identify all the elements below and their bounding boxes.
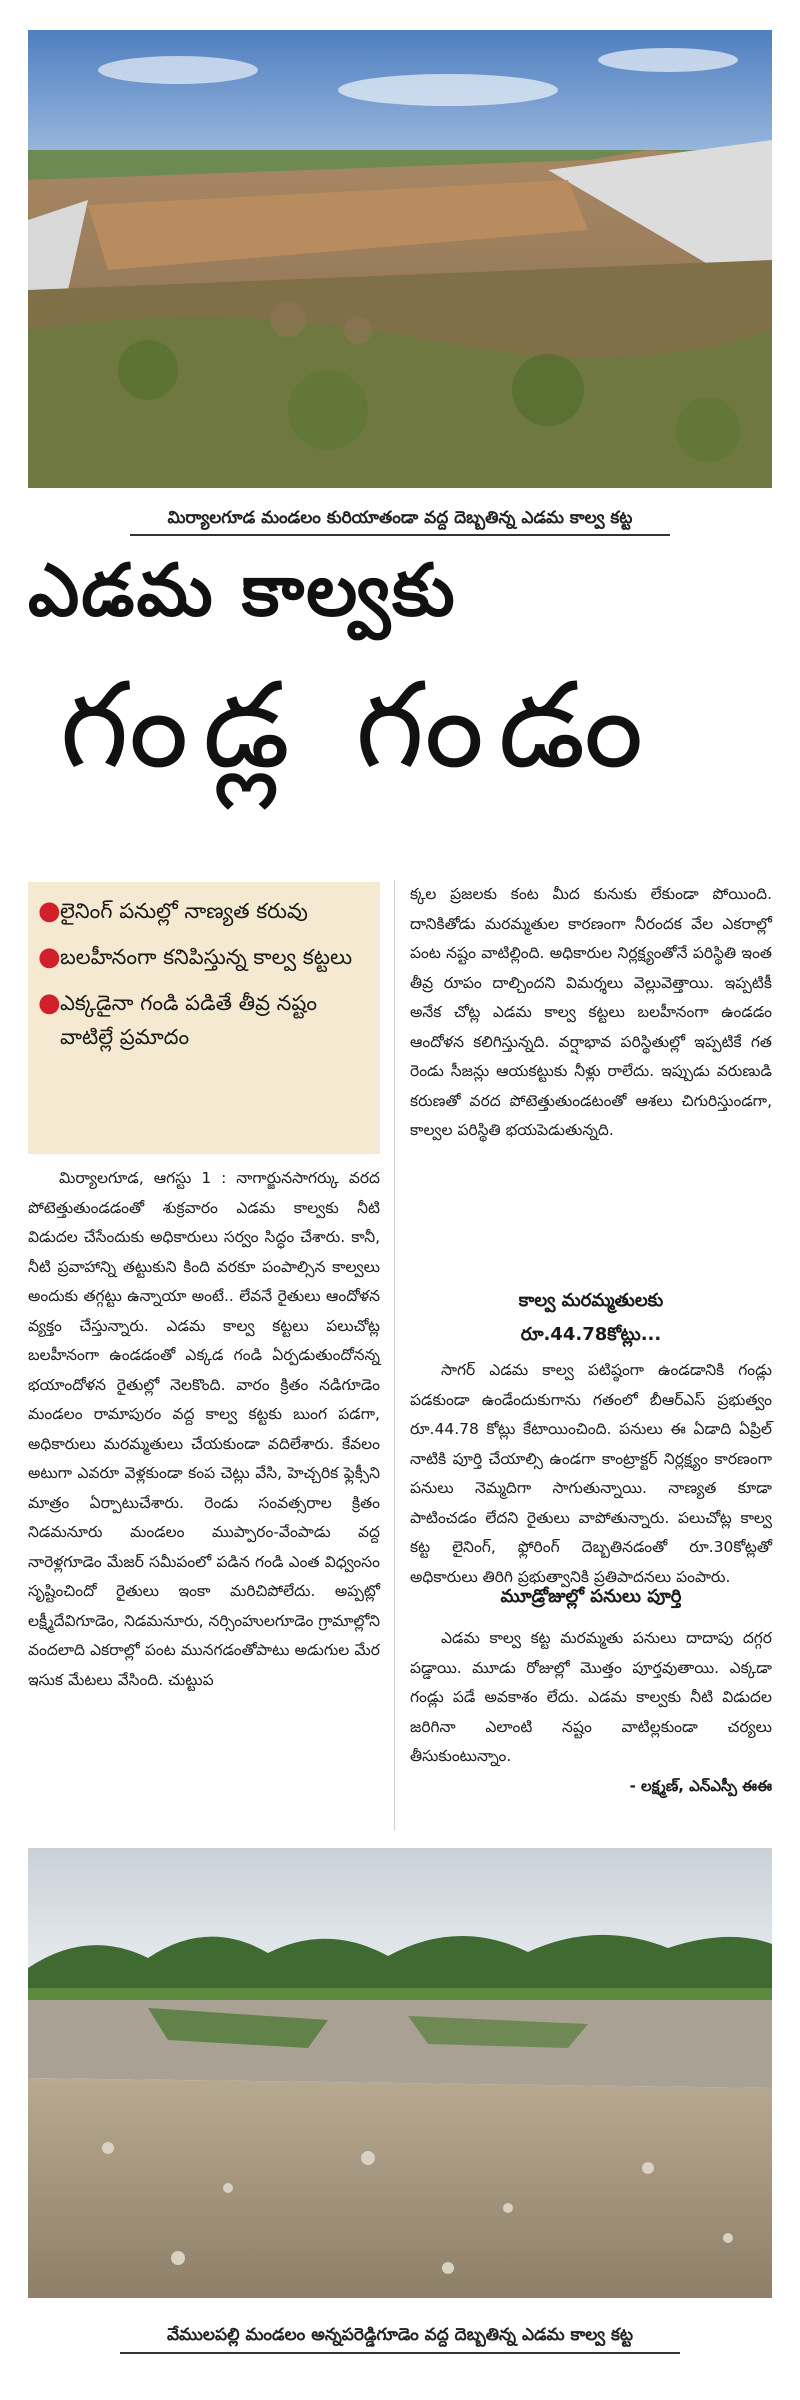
byline-signature: - లక్ష్మణ్, ఎన్ఎస్పీ ఈఈ bbox=[629, 1776, 772, 1795]
article-right-column-mid bbox=[410, 1356, 772, 1592]
bottom-photo-caption: వేములపల్లి మండలం అన్నపరెడ్డిగూడెం వద్ద దెబ్బతిన్న ఎడమ కాల్వ కట్ట bbox=[166, 2325, 634, 2345]
canal-bank-photo-image bbox=[28, 30, 772, 488]
highlights-box bbox=[28, 882, 380, 1154]
top-canal-photo bbox=[28, 30, 772, 488]
bullet-icon: ● bbox=[38, 896, 61, 926]
article-paragraph: సాగర్ ఎడమ కాల్వ పటిష్ఠంగా ఉండడానికి గండ్లు పడకుండా ఉండేందుకుగాను గతంలో బీఆర్ఎస్ ప్రభుత్వం రూ.44.78 కోట్లు కేటాయించింది. పనులు ఈ ఏడాది ఏప్రిల్ నాటికి పూర్తి చేయాల్సి ఉండగా కాంట్రాక్టర్ నిర్లక్ష్యం కారణంగా పనులు నెమ్మదిగా సాగుతున్నాయి. నాణ్యత కూడా పాటించడం లేదని రైతులు వాపోతున్నారు. పలుచోట్ల కాల్వ కట్ట లైనింగ్, ఫ్లోరింగ్ దెబ్బతినడంతో రూ.30కోట్లతో అధికారులు తిరిగి ప్రభుత్వానికి ప్రతిపాదనలు పంపారు. bbox=[410, 1361, 772, 1586]
subheading-works-completion: మూడ్రోజుల్లో పనులు పూర్తి bbox=[500, 1586, 682, 1607]
article-paragraph: మిర్యాలగూడ, ఆగస్టు 1 : నాగార్జునసాగర్కు వరద పోటెత్తుతుండడంతో శుక్రవారం ఎడమ కాల్వకు నీటి విడుదల చేసేందుకు అధికారులు సర్వం సిద్ధం చేశారు. కానీ, నీటి ప్రవాహాన్ని తట్టుకుని కింది వరకూ పంపాల్సిన కాల్వలు అందుకు తగ్గట్టు ఉన్నాయా అంటే.. లేవనే రైతులు ఆందోళన వ్యక్తం చేస్తున్నారు. ఎడమ కాల్వ కట్టలు పలుచోట్ల బలహీనంగా ఉండడంతో ఎక్కడ గండి ఏర్పడుతుందోనన్న భయాందోళన రైతుల్లో నెలకొంది. వారం క్రితం నడిగూడెం మండలం రామాపురం వద్ద కాల్వ కట్టకు బుంగ పడగా, అధికారులు మరమ్మతులు చేయకుండా వదిలేశారు. కేవలం అటుగా ఎవరూ వెళ్లకుండా కంప చెట్లు వేసి, హెచ్చరిక ఫ్లెక్సీని మాత్రం ఏర్పాటుచేశారు. రెండు సంవత్సరాల క్రితం నిడమనూరు మండలం ముప్పారం-వేంపాడు వద్ద నారెళ్లగూడెం మేజర్ సమీపంలో పడిన గండి ఎంత విధ్వంసం సృష్టించిందో రైతులు ఇంకా మరిచిపోలేదు. అప్పట్లో లక్ష్మీదేవిగూడెం, నిడమనూరు, నర్సింహులగూడెం గ్రామాల్లోని వందలాది ఎకరాల్లో పంట మునగడంతోపాటు అడుగుల మేర ఇసుక మేటలు వేసింది. చుట్టుప bbox=[28, 1169, 380, 1689]
headline-line-2: గండ్ల గండం bbox=[60, 656, 658, 794]
caption-underline bbox=[120, 2352, 680, 2354]
bottom-canal-photo bbox=[28, 1848, 772, 2298]
article-paragraph: క్కల ప్రజలకు కంట మీద కునుకు లేకుండా పోయింది. దానికితోడు మరమ్మతుల కారణంగా నీరందక వేల ఎకరాల్లో పంట నష్టం వాటిల్లింది. అధికారుల నిర్లక్ష్యంతోనే పరిస్థితి ఇంత తీవ్ర రూపం దాల్చిందని విమర్శలు వెల్లువెత్తాయి. ఇప్పటికీ అనేక చోట్ల ఎడమ కాల్వ కట్టలు బలహీనంగా ఉండడం ఆందోళన కలిగిస్తున్నది. వర్షాభావ పరిస్థితుల్లో ఇప్పటికే గత రెండు సీజన్లు ఆయకట్టుకు నీళ్లు రాలేదు. ఇప్పుడు వరుణుడి కరుణతో వరద పోటెత్తుతుండటంతో ఆశలు చిగురిస్తుండగా, కాల్వల పరిస్థితి భయపెడుతున్నది. bbox=[410, 885, 772, 1139]
article-left-column bbox=[28, 1164, 380, 1695]
subheading-repairs-budget: కాల్వ మరమ్మతులకు రూ.44.78కోట్లు... bbox=[518, 1290, 664, 1345]
highlight-item bbox=[38, 894, 368, 928]
article-paragraph: ఎడమ కాల్వ కట్ట మరమ్మతు పనులు దాదాపు దగ్గర పడ్డాయి. మూడు రోజుల్లో మొత్తం పూర్తవుతాయి. ఎక్కడా గండ్లు పడే అవకాశం లేదు. ఎడమ కాల్వకు నీటి విడుదల జరిగినా ఎలాంటి నష్టం వాటిల్లకుండా చర్యలు తీసుకుంటున్నాం. bbox=[410, 1629, 772, 1765]
highlight-text: బలహీనంగా కనిపిస్తున్న కాల్వ కట్టలు bbox=[60, 945, 353, 969]
damaged-canal-photo-image bbox=[28, 1848, 772, 2298]
highlight-text: ఎక్కడైనా గండి పడితే తీవ్ర నష్టం వాటిల్లే ప్రమాదం bbox=[60, 991, 318, 1049]
column-divider bbox=[394, 880, 395, 1830]
headline-line-1: ఎడమ కాల్వకు bbox=[28, 548, 457, 632]
highlight-item bbox=[38, 940, 368, 974]
top-photo-caption: మిర్యాలగూడ మండలం కురియాతండా వద్ద దెబ్బతిన్న ఎడమ కాల్వ కట్ట bbox=[167, 508, 633, 528]
article-right-column-bottom bbox=[410, 1624, 772, 1800]
bullet-icon: ● bbox=[38, 988, 61, 1018]
highlight-text: లైనింగ్ పనుల్లో నాణ్యత కరువు bbox=[60, 899, 308, 923]
article-right-column-top bbox=[410, 880, 772, 1146]
highlight-item bbox=[38, 986, 368, 1054]
caption-underline bbox=[130, 534, 670, 536]
bullet-icon: ● bbox=[38, 942, 61, 972]
